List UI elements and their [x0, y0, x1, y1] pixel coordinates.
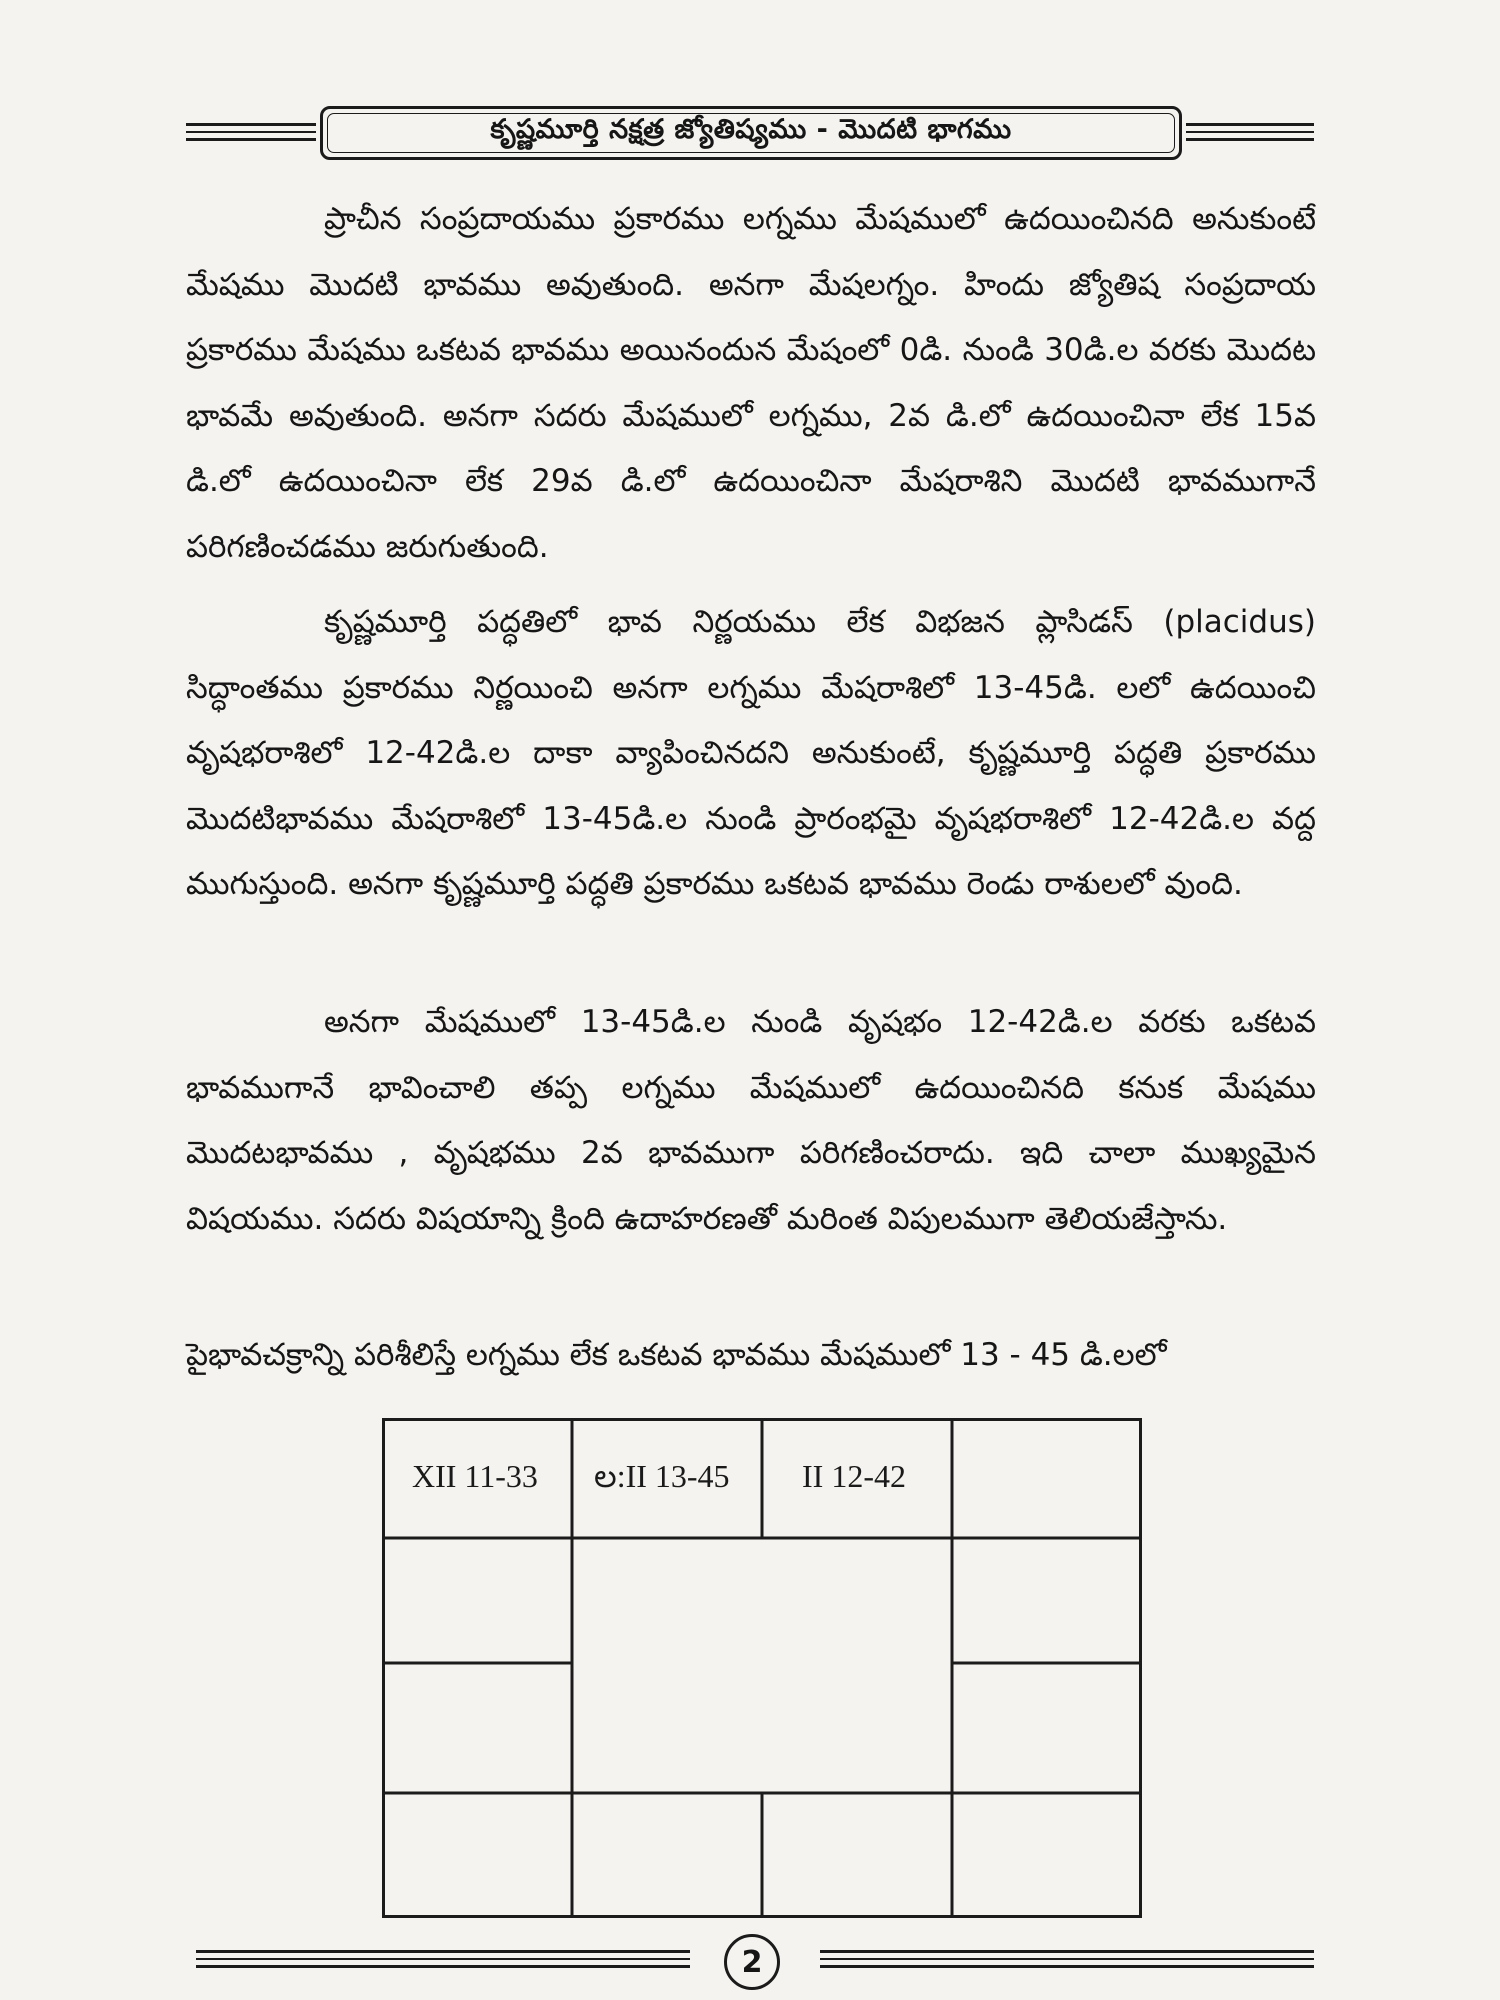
chart-cell-xii: XII 11-33 — [412, 1458, 538, 1494]
page-footer — [196, 1934, 1314, 1994]
bhava-chart — [382, 1418, 1142, 1918]
paragraph-3-block — [186, 990, 1316, 1252]
paragraph-4: పైభావచక్రాన్ని పరిశీలిస్తే లగ్నము లేక ఒకటవ భావము మేషములో 13 - 45 డి.లలో — [186, 1337, 1167, 1373]
chart-cell-ii: II 12-42 — [802, 1458, 906, 1494]
paragraph-4-block — [186, 1323, 1316, 1389]
paragraph-2-block — [186, 590, 1316, 918]
book-title: కృష్ణమూర్తి నక్షత్ర జ్యోతిష్యము - మొదటి భాగము — [490, 114, 1012, 145]
paragraph-1: ప్రాచీన సంప్రదాయము ప్రకారము లగ్నము మేషములో ఉదయించినది అనుకుంటే మేషము మొదటి భావము అవుతుంది. అనగా మేషలగ్నం. హిందు జ్యోతిష సంప్రదాయ ప్రకారము మేషము ఒకటవ భావము అయినందున మేషంలో 0డి. నుండి 30డి.ల వరకు మొదట భావమే అవుతుంది. అనగా సదరు మేషములో లగ్నము, 2వ డి.లో ఉదయించినా లేక 15వ డి.లో ఉదయించినా లేక 29వ డి.లో ఉదయించినా మేషరాశిని మొదటి భావముగానే పరిగణించడము జరుగుతుంది. — [186, 201, 1316, 565]
paragraph-2: కృష్ణమూర్తి పద్ధతిలో భావ నిర్ణయము లేక విభజన ప్లాసిడస్ (placidus) సిద్ధాంతము ప్రకారము నిర్ణయించి అనగా లగ్నము మేషరాశిలో 13-45డి. లలో ఉదయించి వృషభరాశిలో 12-42డి.ల దాకా వ్యాపించినదని అనుకుంటే, కృష్ణమూర్తి పద్ధతి ప్రకారము మొదటిభావము మేషరాశిలో 13-45డి.ల నుండి ప్రారంభమై వృషభరాశిలో 12-42డి.ల వద్ద ముగుస్తుంది. అనగా కృష్ణమూర్తి పద్ధతి ప్రకారము ఒకటవ భావము రెండు రాశులలో వుంది. — [186, 604, 1316, 902]
chart-cell-lagna: ల:II 13-45 — [594, 1458, 730, 1494]
paragraph-3: అనగా మేషములో 13-45డి.ల నుండి వృషభం 12-42డి.ల వరకు ఒకటవ భావముగానే భావించాలి తప్ప లగ్నము మేషములో ఉదయించినది కనుక మేషము మొదటభావము , వృషభము 2వ భావముగా పరిగణించరాదు. ఇది చాలా ముఖ్యమైన విషయము. సదరు విషయాన్ని క్రింది ఉదాహరణతో మరింత విపులముగా తెలియజేస్తాను. — [186, 1004, 1316, 1237]
page-number: 2 — [724, 1934, 780, 1990]
page-header — [186, 106, 1314, 162]
header-title-box — [320, 106, 1182, 160]
footer-rule-left — [196, 1950, 690, 1972]
footer-rule-right — [820, 1950, 1314, 1972]
header-rule-right — [1186, 123, 1314, 145]
header-rule-left — [186, 123, 316, 145]
paragraph-1-block — [186, 187, 1316, 580]
